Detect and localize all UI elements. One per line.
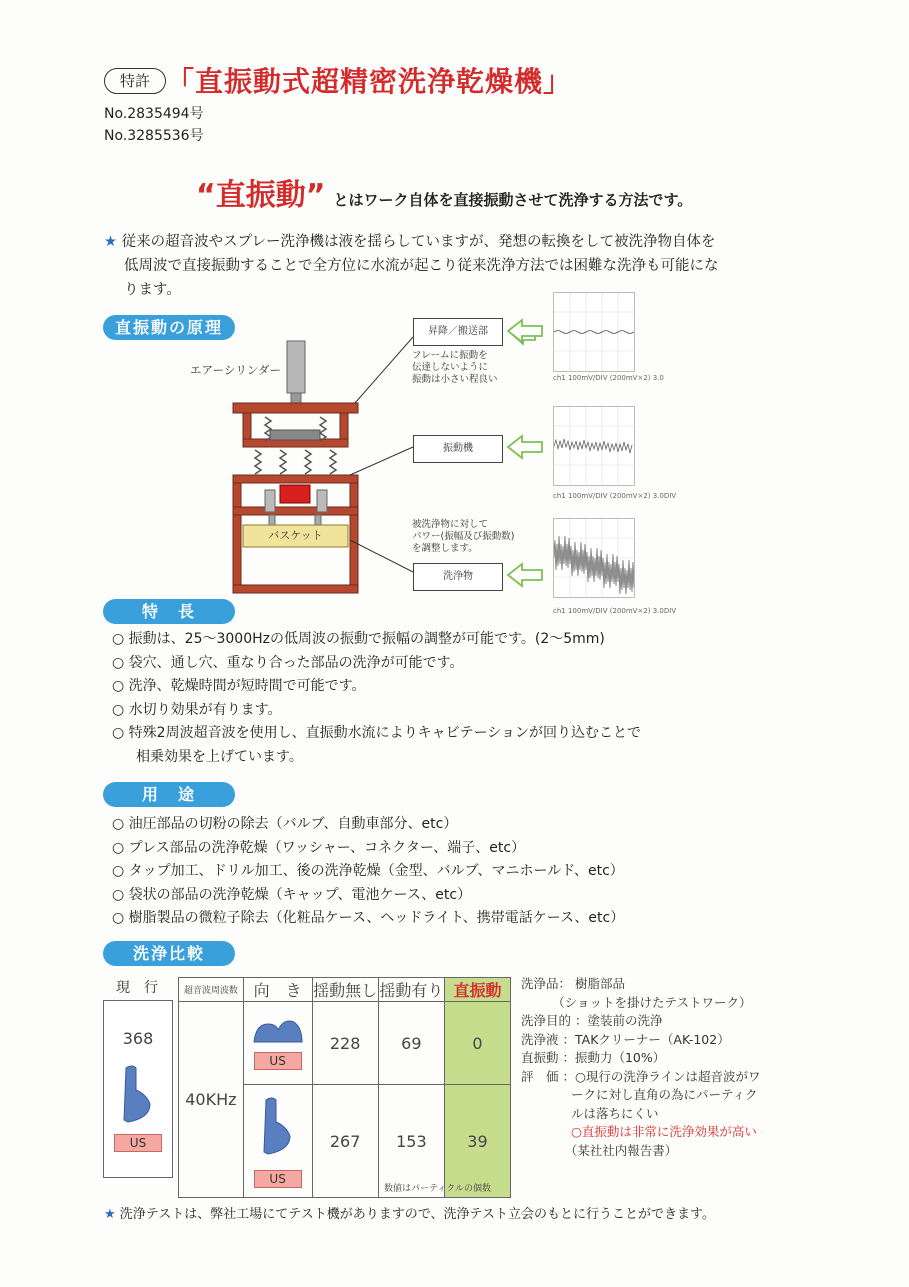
intro-line-1: 従来の超音波やスプレー洗浄機は液を揺らしていますが、発想の転換をして被洗浄物自体を [121,234,716,250]
list-item: ○ 特殊2周波超音波を使用し、直振動水流によりキャビテーションが回り込むことで [112,725,642,741]
workpiece-flat-icon [248,1016,308,1046]
current-box [103,1000,173,1178]
scope-trace-3 [553,518,635,598]
highlight-note: ○直振動は非常に洗浄効果が高い [521,1124,757,1139]
workpiece-upright-icon [248,1094,308,1164]
section-heading-comparison: 洗浄比較 [103,941,235,966]
list-item-continuation: 相乗効果を上げています。 [136,748,303,765]
list-item: ○ プレス部品の洗浄乾燥（ワッシャー、コネクター、端子、etc） [112,839,526,856]
list-item: ○ 袋状の部品の洗浄乾燥（キャップ、電池ケース、etc） [112,886,472,903]
direction-cell [243,1002,312,1085]
table-footnote: 数値はパーティクルの個数 [384,1184,492,1194]
callout-lift-note: フレームに振動を 伝達しないように 振動は小さい程良い [412,350,498,385]
intro-line-3: ります。 [124,282,181,298]
hero-keyword: “直振動” [196,178,326,213]
col-no-swing: 揺動無し [312,978,378,1002]
cell-no-swing: 228 [312,1002,378,1085]
callout-vibrator: 振動機 [413,435,503,463]
hero-statement [196,170,692,214]
intro-line-2: 低周波で直接振動することで全方位に水流が起こり従来洗浄方法では困難な洗浄も可能にな [124,258,719,274]
hero-text: とはワーク自体を直接振動させて洗浄する方法です。 [333,191,693,209]
left-arrow-icon [508,436,542,458]
cell-no-swing: 267 [312,1085,378,1198]
section-heading-uses: 用 途 [103,782,235,807]
intro-paragraph [104,230,784,302]
footer-note [104,1203,715,1222]
current-value: 368 [122,1029,154,1048]
list-item: ○ 水切り効果が有ります。 [112,701,282,718]
arrow-icons [506,318,546,593]
source-note: （某社社内報告書） [521,1142,678,1158]
col-direct: 直振動 [444,978,510,1002]
table-header [179,978,511,1002]
basket-label: バスケット [268,529,323,542]
left-arrow-icon [508,320,542,342]
us-badge: US [254,1052,302,1070]
col-direction: 向 き [243,978,312,1002]
section-heading-features: 特 長 [103,599,235,624]
scope-trace-2 [553,406,635,486]
list-item: ○ 洗浄、乾燥時間が短時間で可能です。 [112,678,366,694]
left-arrow-icon [508,564,542,586]
list-item: ○ 振動は、25～3000Hzの低周波の振動で振幅の調整が可能です。(2～5mm) [112,631,605,647]
direction-cell [243,1085,312,1198]
cylinder-label: エアーシリンダー [190,363,281,377]
callout-work: 洗浄物 [413,563,503,591]
list-item: ○ 樹脂製品の微粒子除去（化粧品ケース、ヘッドライト、携帯電話ケース、etc） [112,910,625,926]
test-info: 洗浄品： 樹脂部品 （ショットを掛けたテストワーク） 洗浄目的 ：塗装前の洗浄 洗浄液 ：TAKクリーナー（AK-102） 直振動 ：振動力（10%） 評 価 ：○現行の洗浄ラインは超音波がワ ークに対し直角の為にパーティク ルは落ちにくい ○直振動は非常に洗浄効果が高い （某社社内報告書） [521,975,761,1160]
list-item: ○ 袋穴、通し穴、重なり合った部品の洗浄が可能です。 [112,654,464,671]
uses-list [112,813,624,931]
cell-swing: 153 [378,1085,444,1198]
us-badge: US [114,1134,162,1152]
col-swing: 揺動有り [378,978,444,1002]
star-icon: ★ [104,1207,116,1222]
patent-label: 特許 [104,68,166,94]
current-label: 現 行 [116,980,158,996]
page-title: 「直振動式超精密洗浄乾燥機」 [166,65,573,98]
features-list [112,628,641,769]
scope-caption-3: ch1 100mV/DIV (200mV×2) 3.0DIV [553,607,677,615]
star-icon: ★ [104,234,117,250]
scope-caption-1: ch1 100mV/DIV (200mV×2) 3.0 [553,374,664,382]
cell-direct: 39 [444,1085,510,1198]
scope-caption-2: ch1 100mV/DIV (200mV×2) 3.0DIV [553,492,677,500]
list-item: ○ タップ加工、ドリル加工、後の洗浄乾燥（金型、バルブ、マニホールド、etc） [112,863,624,879]
cell-direct: 0 [444,1002,510,1085]
patent-number-2: No.3285536号 [104,128,204,144]
patent-number-1: No.2835494号 [104,106,204,122]
footer-text: 洗浄テストは、弊社工場にてテスト機がありますので、洗浄テスト立会のもとに行うことができます。 [119,1207,715,1222]
cell-swing: 69 [378,1002,444,1085]
workpiece-icon [104,1060,172,1130]
col-frequency: 超音波周波数 [179,978,244,1002]
list-item: ○ 油圧部品の切粉の除去（バルブ、自動車部分、etc） [112,816,458,832]
callout-work-note: 被洗浄物に対して パワー(振幅及び振動数) を調整します。 [412,519,515,554]
section-heading-principle: 直振動の原理 [103,315,235,340]
us-badge: US [254,1170,302,1188]
callout-lift: 昇降／搬送部 [413,318,503,346]
table-row [179,1002,511,1085]
scope-trace-1 [553,292,635,372]
comparison-table [178,977,511,1198]
frequency-cell: 40KHz [179,1002,244,1198]
